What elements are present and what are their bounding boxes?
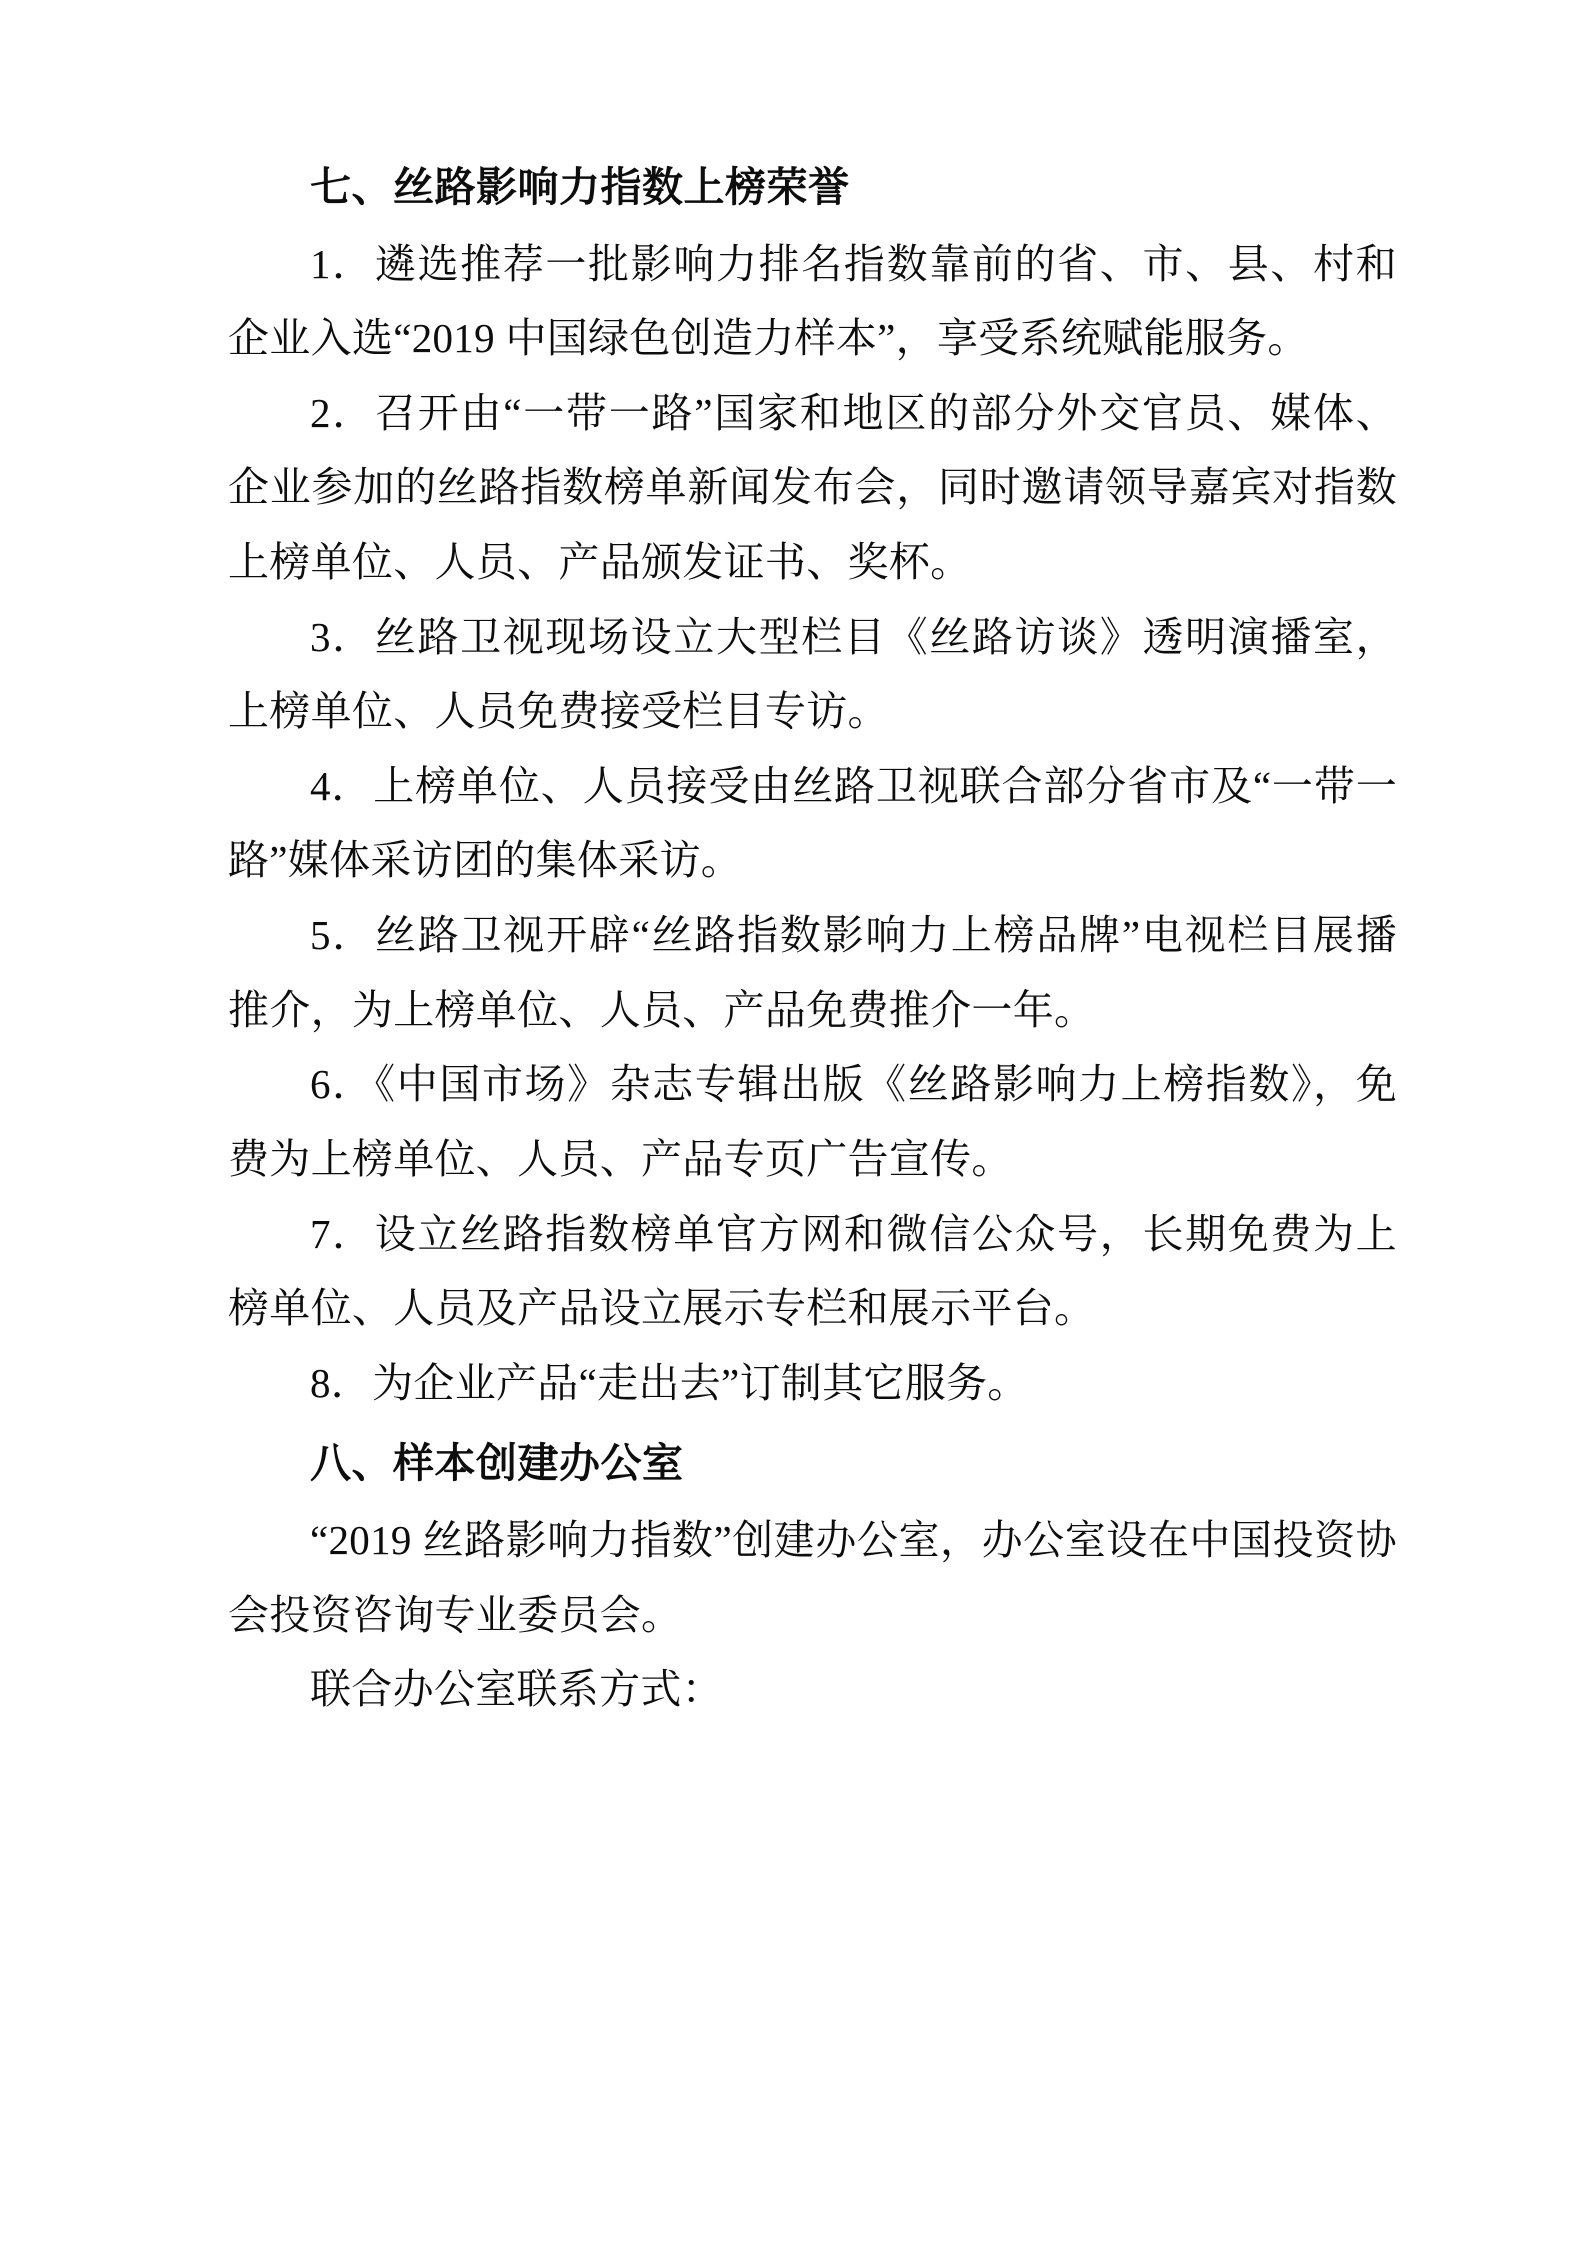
document-body xyxy=(228,150,1397,1727)
paragraph-7-7: 7．设立丝路指数榜单官方网和微信公众号，长期免费为上榜单位、人员及产品设立展示专栏和展示平台。 xyxy=(228,1210,1397,1332)
paragraph-7-1: 1．遴选推荐一批影响力排名指数靠前的省、市、县、村和企业入选“2019 中国绿色创造力样本”，享受系统赋能服务。 xyxy=(228,240,1397,362)
paragraph-8-2: 联合办公室联系方式： xyxy=(310,1666,723,1713)
paragraph-7-8: 8．为企业产品“走出去”订制其它服务。 xyxy=(310,1359,1029,1406)
paragraph-8-1: “2019 丝路影响力指数”创建办公室，办公室设在中国投资协会投资咨询专业委员会。 xyxy=(228,1516,1397,1638)
paragraph-7-5: 5．丝路卫视开辟“丝路指数影响力上榜品牌”电视栏目展播推介，为上榜单位、人员、产品免费推介一年。 xyxy=(228,912,1397,1033)
paragraph-7-2: 2．召开由“一带一路”国家和地区的部分外交官员、媒体、企业参加的丝路指数榜单新闻发布会，同时邀请领导嘉宾对指数上榜单位、人员、产品颁发证书、奖杯。 xyxy=(228,389,1397,586)
section-heading-eight: 八、样本创建办公室 xyxy=(310,1440,684,1487)
paragraph-7-3: 3．丝路卫视现场设立大型栏目《丝路访谈》透明演播室，上榜单位、人员免费接受栏目专访。 xyxy=(228,613,1397,735)
section-heading-seven: 七、丝路影响力指数上榜荣誉 xyxy=(310,164,850,210)
paragraph-7-4: 4．上榜单位、人员接受由丝路卫视联合部分省市及“一带一路”媒体采访团的集体采访。 xyxy=(228,762,1397,884)
paragraph-7-6: 6．《中国市场》杂志专辑出版《丝路影响力上榜指数》，免费为上榜单位、人员、产品专页广告宣传。 xyxy=(228,1061,1397,1182)
